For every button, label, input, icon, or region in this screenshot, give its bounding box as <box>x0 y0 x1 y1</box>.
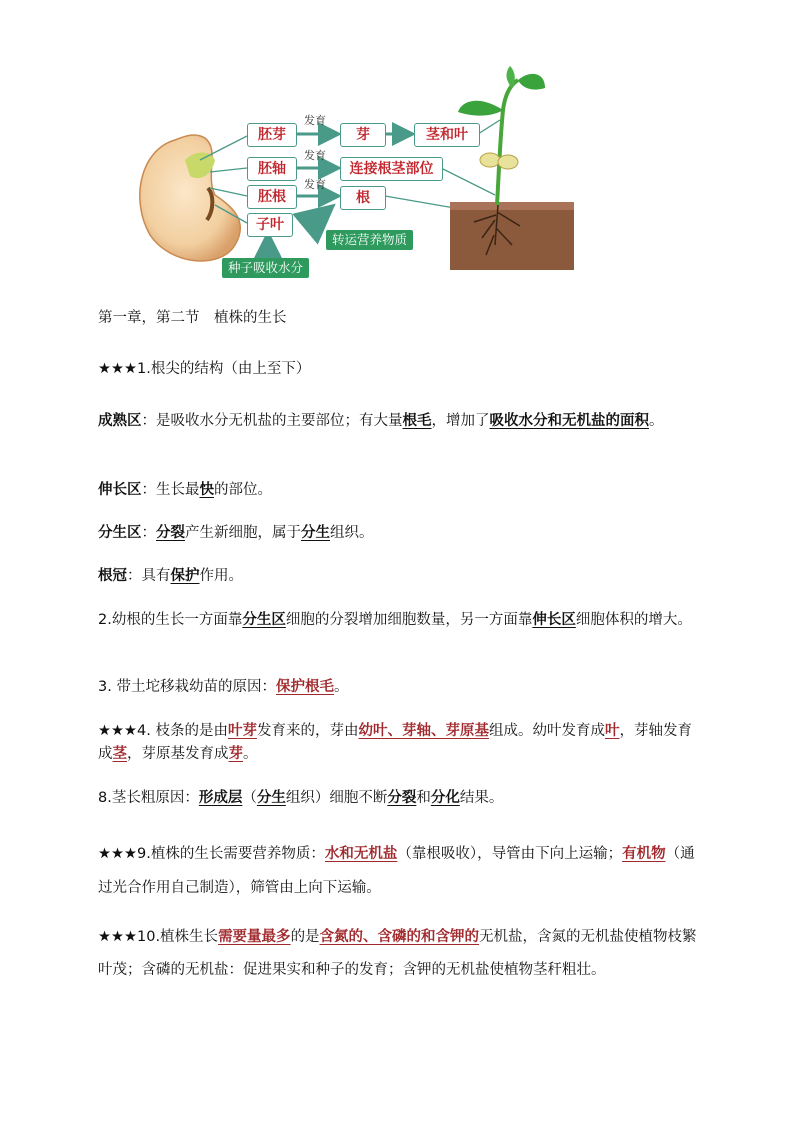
arrow-label-develop-2: 发育 <box>304 149 326 162</box>
seed-shape <box>140 135 241 261</box>
label-maturation: 成熟区 <box>98 413 142 429</box>
text: ★★★10.植株生长 <box>98 929 219 945</box>
text: 细胞体积的增大。 <box>575 612 692 628</box>
answer: 伸长区 <box>532 612 576 628</box>
box-embryo-bud: 胚芽 <box>247 123 297 147</box>
text: 8.茎长粗原因： <box>98 790 199 806</box>
text: （ <box>242 790 257 806</box>
soil <box>450 202 574 270</box>
box-radicle: 胚根 <box>247 185 297 209</box>
maturation-zone <box>98 410 698 433</box>
answer: 保护根毛 <box>275 679 334 695</box>
elongation-zone <box>98 479 698 502</box>
text: 和 <box>416 790 431 806</box>
text: 发育来的，芽由 <box>256 723 359 739</box>
answer: 快 <box>199 482 214 498</box>
text: ★★★9.植株的生长需要营养物质： <box>98 846 325 862</box>
answer: 分裂 <box>387 790 417 806</box>
answer: 形成层 <box>198 790 243 806</box>
label-meristem: 分生区 <box>98 525 142 541</box>
text: 。 <box>333 679 349 695</box>
label-seed-absorbs-water: 种子吸收水分 <box>222 258 309 278</box>
label-elongation: 伸长区 <box>98 482 142 498</box>
text: （靠根吸收），导管由下向上运输； <box>397 846 623 862</box>
answer: 分生 <box>301 525 330 541</box>
answer: 分生区 <box>242 612 286 628</box>
text: ，芽原基发育成 <box>127 746 229 762</box>
box-cotyledon: 子叶 <box>247 213 293 237</box>
answer: 叶芽 <box>227 723 257 739</box>
label-root-cap: 根冠 <box>98 568 127 584</box>
answer: 分裂 <box>156 525 185 541</box>
text: ： <box>141 525 156 541</box>
text: 的是 <box>290 929 320 945</box>
text: 3. 带土坨移栽幼苗的原因： <box>98 679 276 695</box>
q3 <box>98 676 698 699</box>
text: 产生新细胞，属于 <box>185 525 301 541</box>
text: 组成。幼叶发育成 <box>488 723 605 739</box>
chapter-heading: 第一章，第二节 植株的生长 <box>98 310 287 326</box>
answer: 根毛 <box>402 413 432 429</box>
answer: 含氮的、含磷的和含钾的 <box>319 929 480 945</box>
answer: 幼叶、芽轴、芽原基 <box>358 723 489 739</box>
box-hypocotyl: 胚轴 <box>247 157 297 181</box>
text: 组织。 <box>330 525 374 541</box>
seed-germination-figure <box>0 0 794 290</box>
text: 细胞的分裂增加细胞数量，另一方面靠 <box>285 612 533 628</box>
arrow-label-develop-1: 发育 <box>304 114 326 127</box>
box-root: 根 <box>340 186 386 210</box>
text: 。 <box>243 746 258 762</box>
q2 <box>98 609 698 632</box>
q1-text: ★★★1.根尖的结构（由上至下） <box>98 361 311 377</box>
answer: 茎 <box>112 746 127 762</box>
text: 。 <box>649 413 664 429</box>
text: ：是吸收水分无机盐的主要部位；有大量 <box>141 413 403 429</box>
text: ★★★4. 枝条的是由 <box>98 723 228 739</box>
answer: 分生 <box>256 790 286 806</box>
answer: 水和无机盐 <box>324 846 398 862</box>
box-root-stem-junction: 连接根茎部位 <box>340 157 443 181</box>
answer: 保护 <box>170 568 200 584</box>
text: 2.幼根的生长一方面靠 <box>98 612 243 628</box>
text: 作用。 <box>199 568 243 584</box>
q10 <box>98 921 698 987</box>
root-cap <box>98 565 698 588</box>
text: 的部位。 <box>214 482 272 498</box>
box-bud: 芽 <box>340 123 386 147</box>
text: 组织）细胞不断 <box>285 790 388 806</box>
q4 <box>98 720 698 766</box>
q8 <box>98 787 698 810</box>
meristem-zone <box>98 522 698 545</box>
q9 <box>98 837 698 905</box>
answer: 分化 <box>430 790 460 806</box>
text: ：具有 <box>127 568 171 584</box>
answer: 有机物 <box>622 846 666 862</box>
text: ：生长最 <box>141 482 200 498</box>
answer: 叶 <box>604 723 620 739</box>
text: （通过光合作用自己制造），筛管由上向下运输。 <box>98 846 695 896</box>
text: 无机盐，含氮的无机盐使植物枝繁叶茂；含磷的无机盐：促进果实和种子的发育；含钾的无机盐使植物茎秆粗壮。 <box>98 929 697 978</box>
box-stem-and-leaf: 茎和叶 <box>414 123 480 147</box>
text: 结果。 <box>459 790 504 806</box>
label-transport-nutrients: 转运营养物质 <box>326 230 413 250</box>
answer: 吸收水分和无机盐的面积 <box>489 413 649 429</box>
text: ，芽轴发育成 <box>98 723 692 762</box>
text: ，增加了 <box>431 413 490 429</box>
arrow-label-develop-3: 发育 <box>304 178 326 191</box>
answer: 需要量最多 <box>218 929 291 945</box>
answer: 芽 <box>228 746 243 762</box>
q1-title <box>98 358 698 381</box>
